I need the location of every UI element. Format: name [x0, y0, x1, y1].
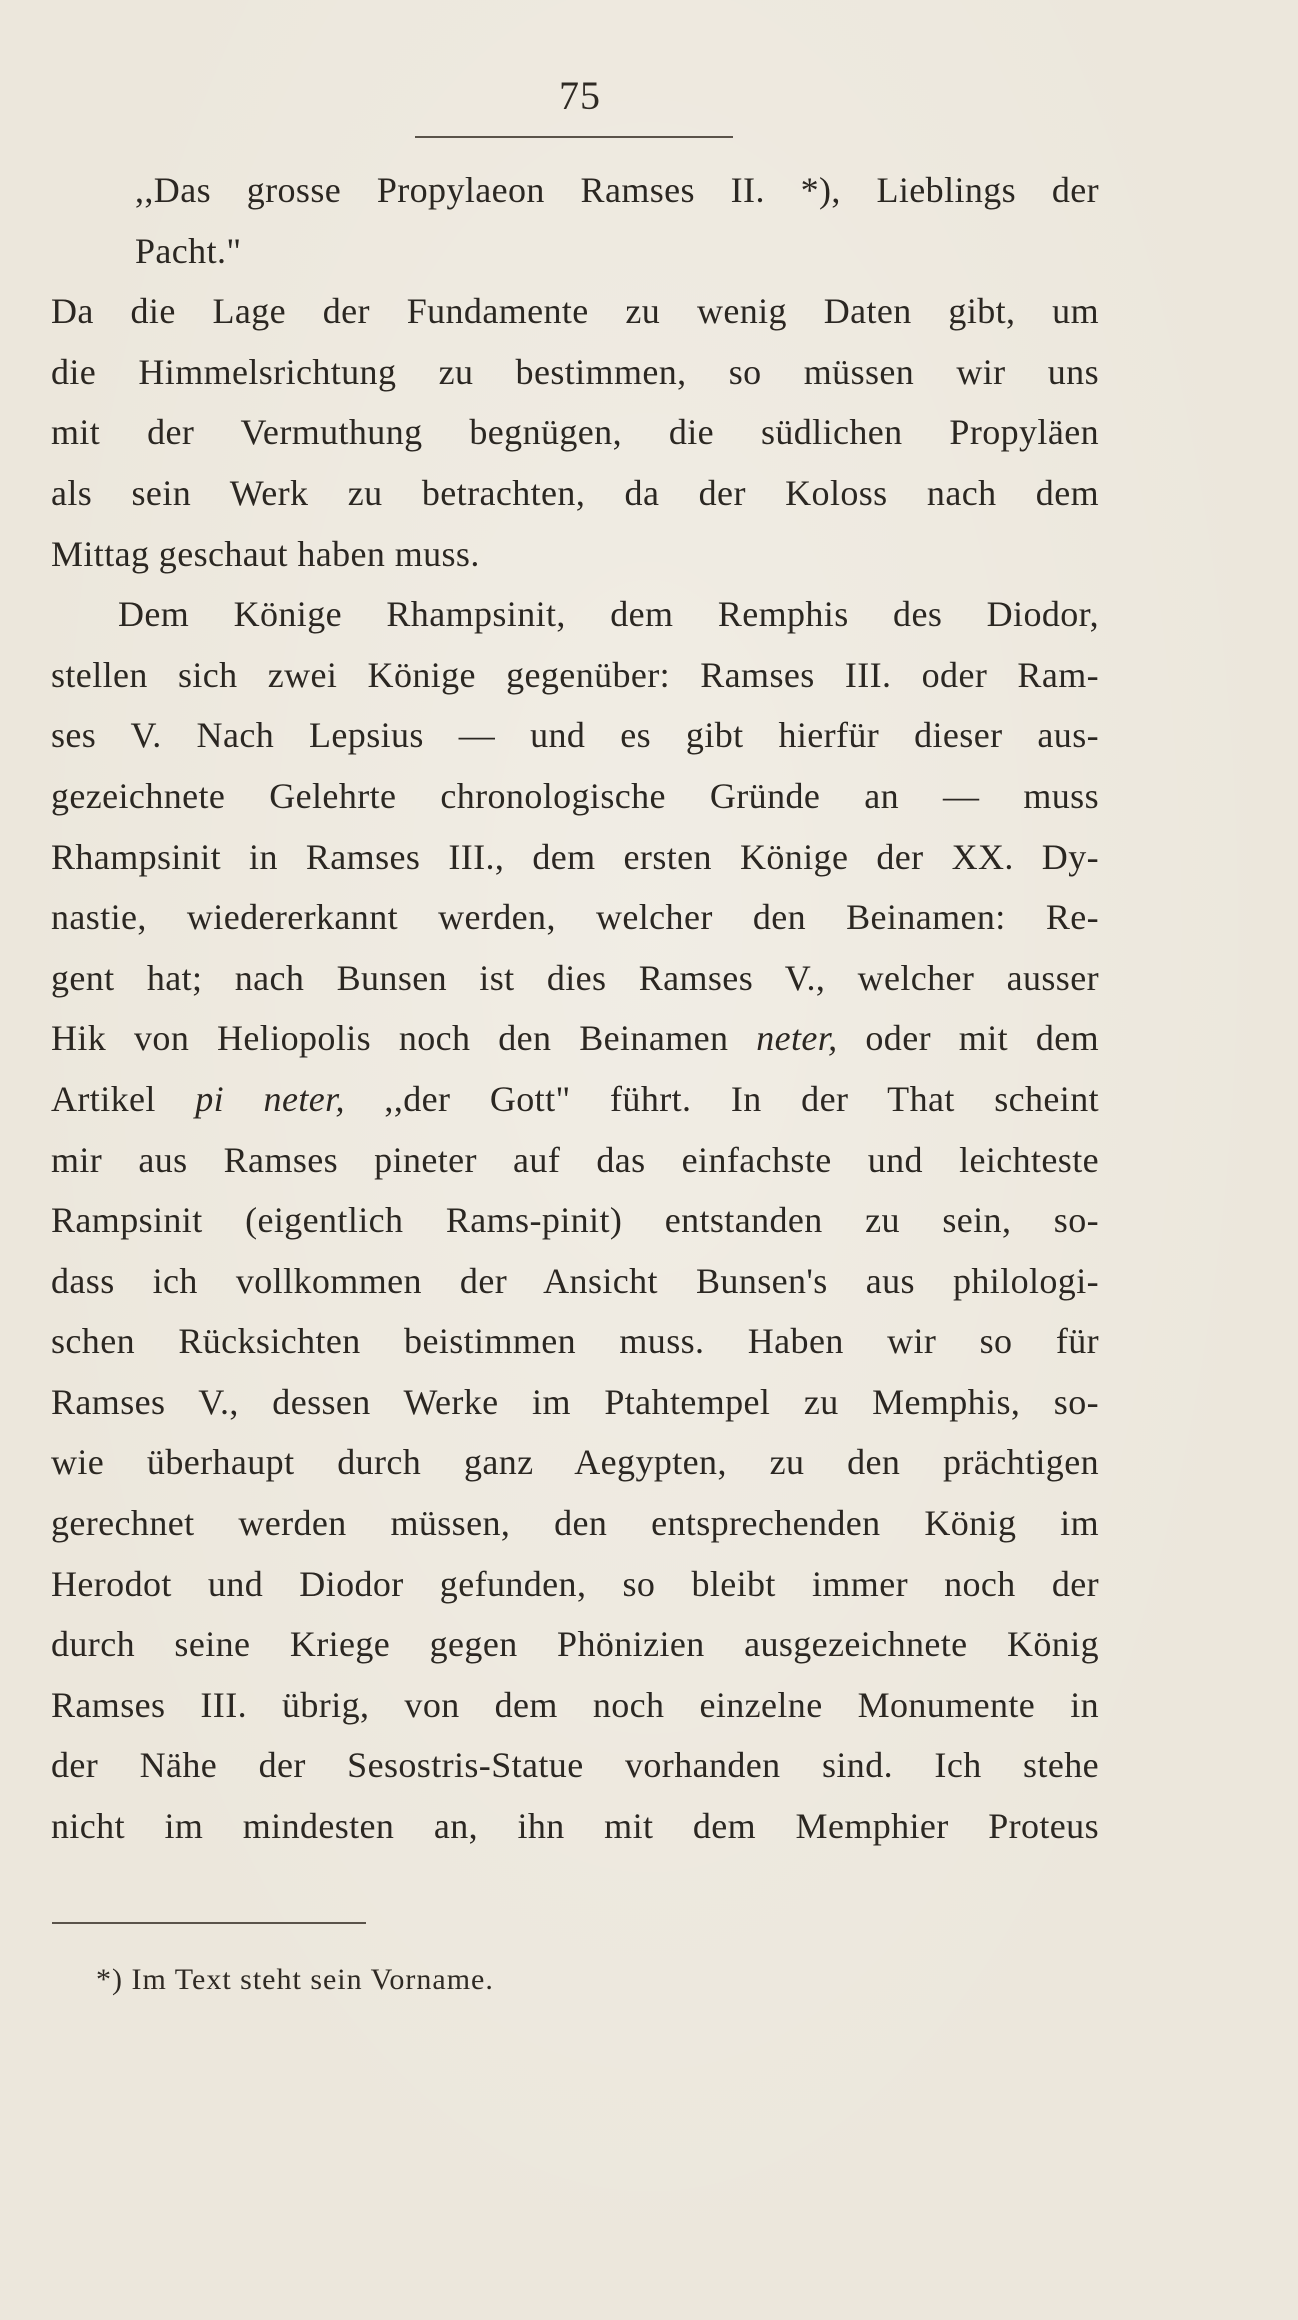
- page-number: 75: [559, 73, 601, 118]
- footnote-rule: [52, 1922, 366, 1924]
- text-line: als sein Werk zu betrachten, da der Koloss nach dem: [51, 472, 1099, 513]
- text-line: [51, 1008, 1099, 1069]
- text-line: [51, 1069, 1099, 1130]
- text-line: der Nähe der Sesostris-Statue vorhanden sind. Ich stehe: [51, 1745, 1099, 1786]
- text-line: Dem Könige Rhampsinit, dem Remphis des Diodor,: [118, 594, 1099, 635]
- line-segment: oder mit dem: [837, 1018, 1099, 1059]
- text-line: Ramses III. übrig, von dem noch einzelne Monumente in: [51, 1684, 1099, 1725]
- italic-term: pi neter,: [195, 1078, 345, 1119]
- line-segment: Artikel: [51, 1078, 196, 1119]
- text-line: stellen sich zwei Könige gegenüber: Ramses III. oder Ram-: [51, 654, 1099, 695]
- footnote: *) Im Text steht sein Vorname.: [96, 1963, 494, 1996]
- text-line: schen Rücksichten beistimmen muss. Haben wir so für: [51, 1321, 1099, 1362]
- body-text: [51, 160, 1099, 1857]
- text-line: mir aus Ramses pineter auf das einfachste und leichteste: [51, 1139, 1099, 1180]
- text-line: ses V. Nach Lepsius — und es gibt hierfür dieser aus-: [51, 715, 1099, 756]
- text-line: Mittag geschaut haben muss.: [51, 533, 480, 574]
- header-rule: [415, 136, 733, 138]
- line-segment: Hik von Heliopolis noch den Beinamen: [51, 1018, 757, 1059]
- text-line: ,,Das grosse Propylaeon Ramses II. *), Lieblings der: [135, 170, 1099, 210]
- text-line: mit der Vermuthung begnügen, die südlichen Propyläen: [51, 412, 1099, 453]
- text-line: dass ich vollkommen der Ansicht Bunsen's aus philologi-: [51, 1260, 1099, 1301]
- line-segment: ,,der Gott" führt. In der That scheint: [344, 1078, 1099, 1119]
- text-line: Rampsinit (eigentlich Rams-pinit) entstanden zu sein, so-: [51, 1200, 1099, 1241]
- text-line: Rhampsinit in Ramses III., dem ersten Könige der XX. Dy-: [51, 836, 1099, 877]
- text-line: wie überhaupt durch ganz Aegypten, zu den prächtigen: [51, 1442, 1099, 1483]
- text-line: Pacht.": [135, 230, 242, 271]
- text-line: Herodot und Diodor gefunden, so bleibt immer noch der: [51, 1563, 1099, 1604]
- text-line: gerechnet werden müssen, den entsprechenden König im: [51, 1503, 1099, 1544]
- text-line: gezeichnete Gelehrte chronologische Gründe an — muss: [51, 775, 1099, 816]
- text-line: Ramses V., dessen Werke im Ptahtempel zu Memphis, so-: [51, 1381, 1099, 1422]
- text-line: Da die Lage der Fundamente zu wenig Daten gibt, um: [51, 291, 1099, 332]
- text-line: nastie, wiedererkannt werden, welcher den Beinamen: Re-: [51, 897, 1099, 938]
- italic-term: neter,: [756, 1018, 838, 1059]
- text-line: gent hat; nach Bunsen ist dies Ramses V., welcher ausser: [51, 957, 1099, 998]
- text-line: durch seine Kriege gegen Phönizien ausgezeichnete König: [51, 1624, 1099, 1665]
- text-line: die Himmelsrichtung zu bestimmen, so müssen wir uns: [51, 351, 1099, 392]
- text-line: nicht im mindesten an, ihn mit dem Memphier Proteus: [51, 1806, 1099, 1847]
